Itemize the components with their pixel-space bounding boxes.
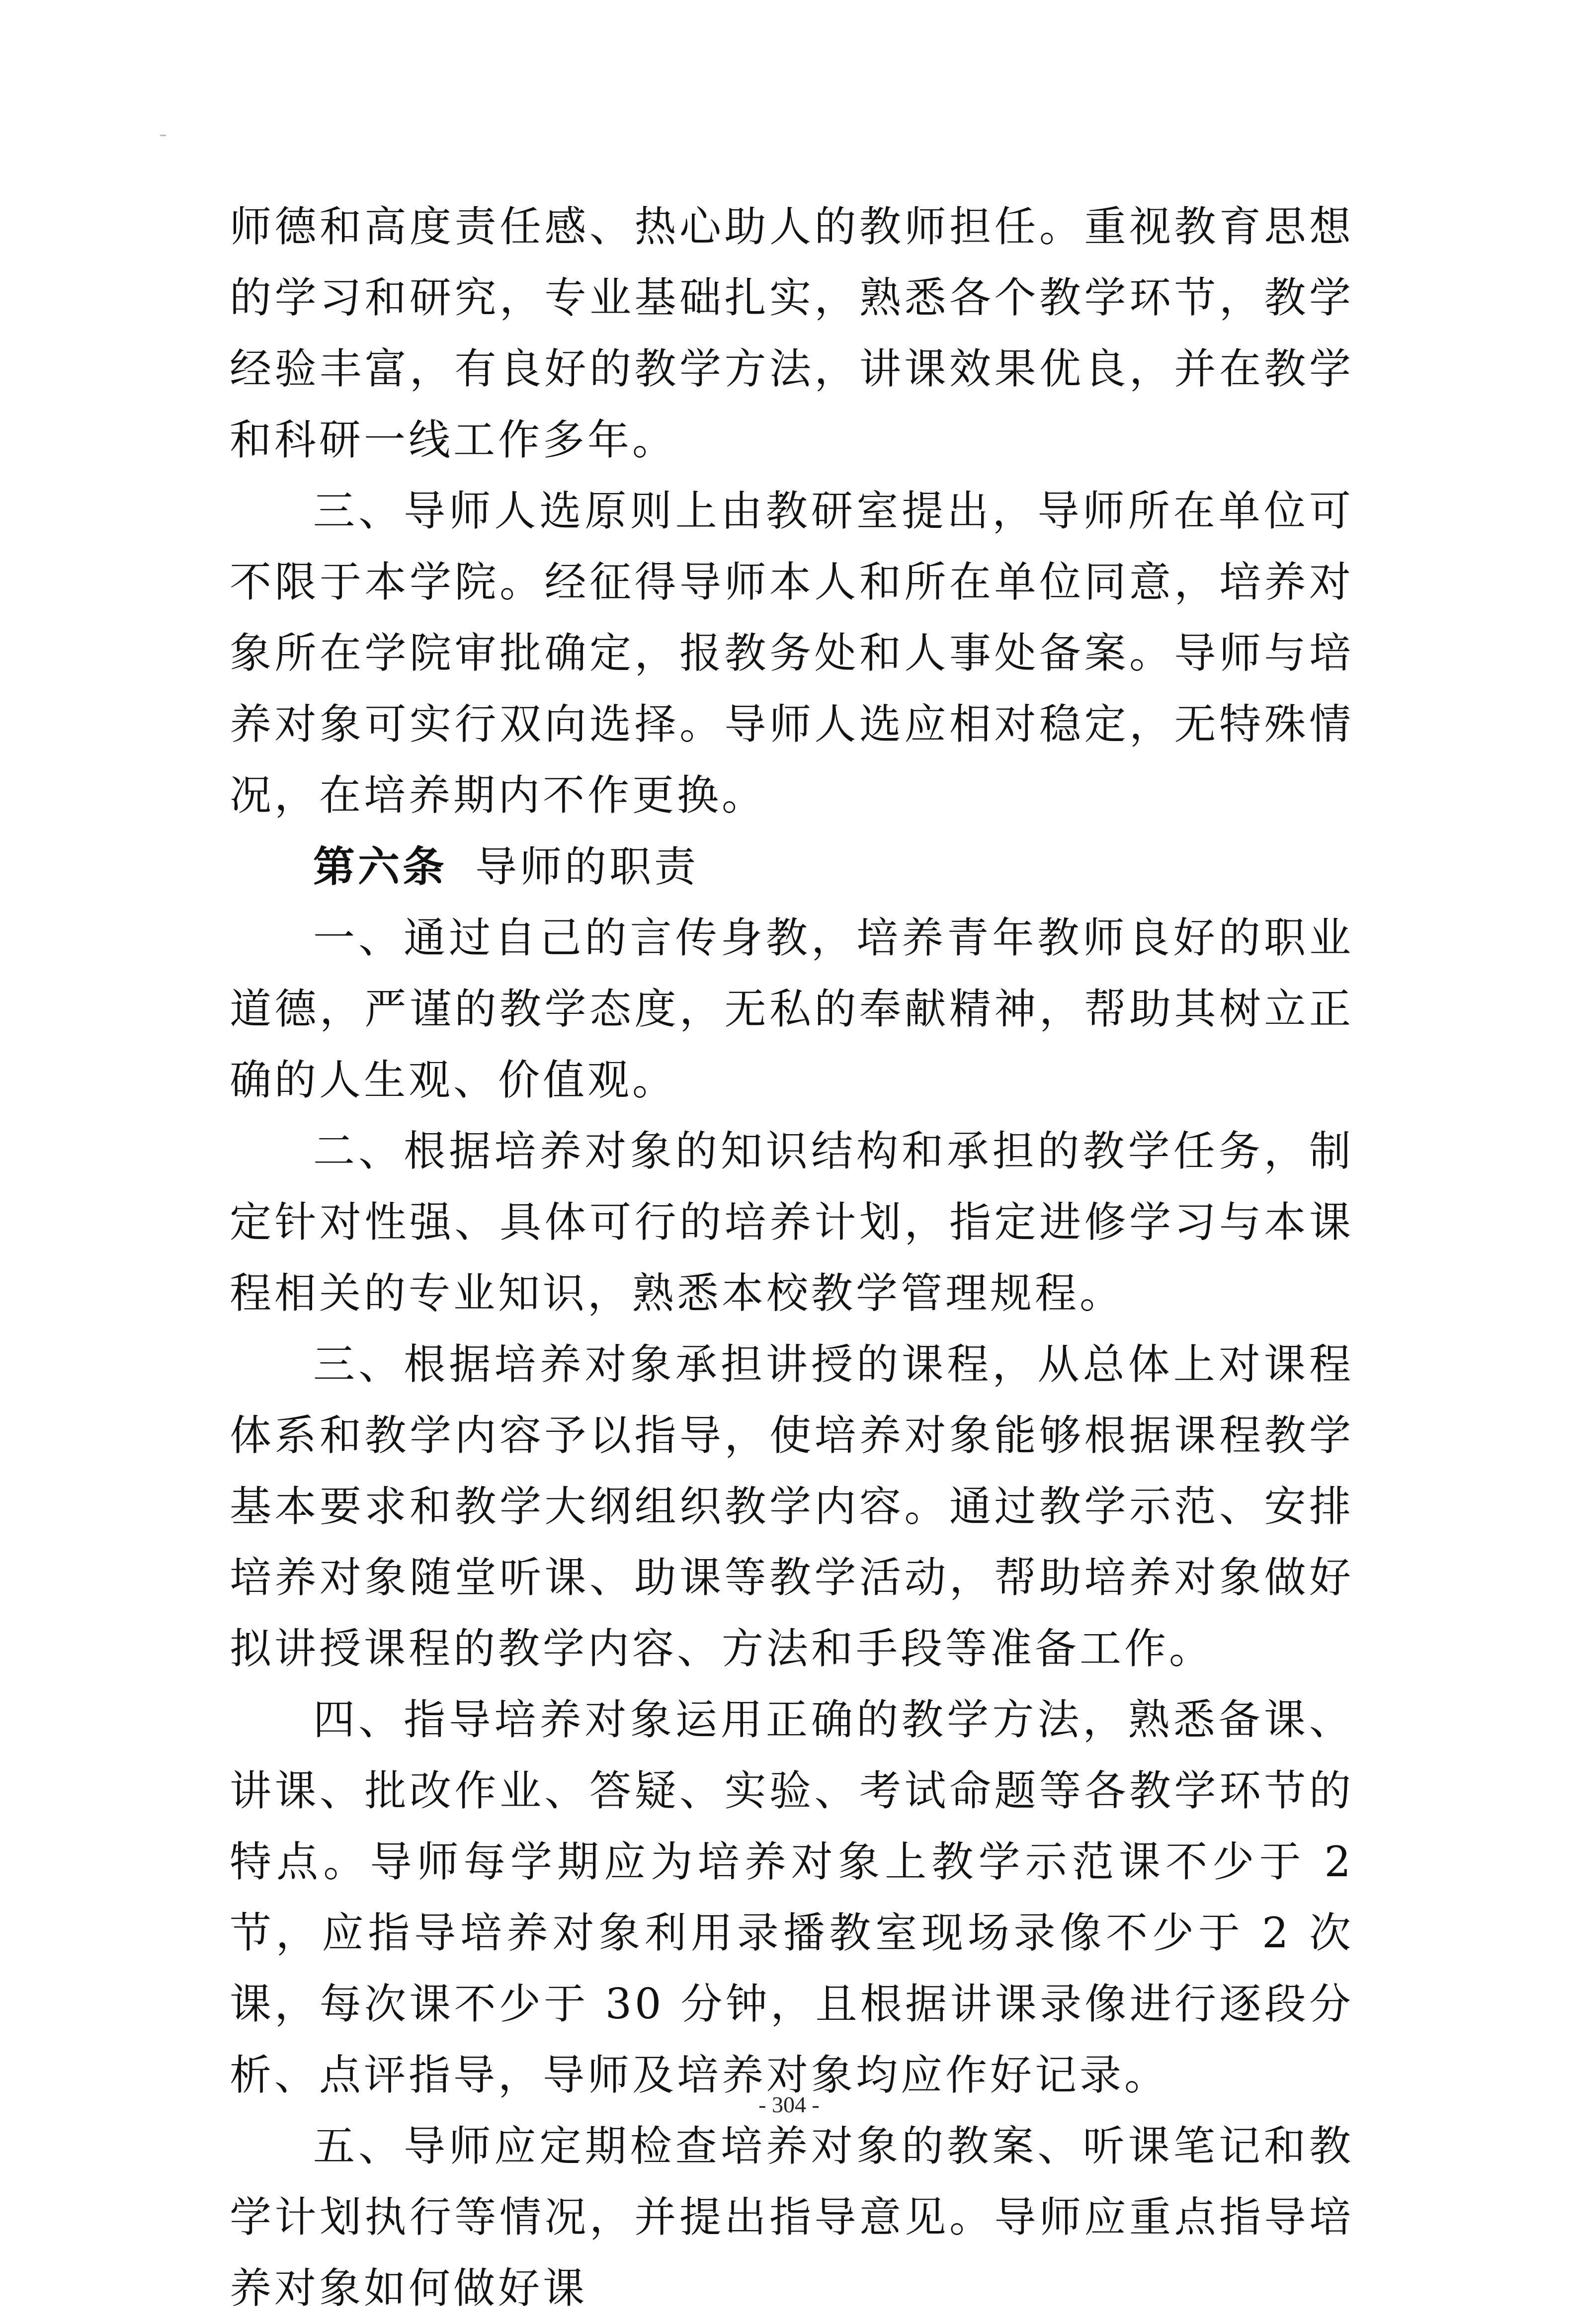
duty-item-4: 四、指导培养对象运用正确的教学方法，熟悉备课、讲课、批改作业、答疑、实验、考试命题等各教学环节的特点。导师每学期应为培养对象上教学示范课不少于 2 节，应指导培养对象利用录播教室现场录像不少于 2 次课，每次课不少于 30 分钟，且根据讲课录像进行逐段分析、点评指导，导师及培养对象均应作好记录。 bbox=[230, 1695, 1354, 2099]
document-body bbox=[230, 191, 1354, 2324]
duty-item-3: 三、根据培养对象承担讲授的课程，从总体上对课程体系和教学内容予以指导，使培养对象能够根据课程教学基本要求和教学大纲组织教学内容。通过教学示范、安排培养对象随堂听课、助课等教学活动，帮助培养对象做好拟讲授课程的教学内容、方法和手段等准备工作。 bbox=[230, 1340, 1354, 1673]
article-heading bbox=[230, 831, 1354, 903]
paragraph-mentor-selection: 三、导师人选原则上由教研室提出，导师所在单位可不限于本学院。经征得导师本人和所在单位同意，培养对象所在学院审批确定，报教务处和人事处备案。导师与培养对象可实行双向选择。导师人选应相对稳定，无特殊情况，在培养期内不作更换。 bbox=[230, 487, 1354, 820]
article-title: 导师的职责 bbox=[475, 842, 699, 891]
duty-item-5: 五、导师应定期检查培养对象的教案、听课笔记和教学计划执行等情况，并提出指导意见。导师应重点指导培养对象如何做好课 bbox=[230, 2122, 1354, 2313]
paragraph-continuation: 师德和高度责任感、热心助人的教师担任。重视教育思想的学习和研究，专业基础扎实，熟悉各个教学环节，教学经验丰富，有良好的教学方法，讲课效果优良，并在教学和科研一线工作多年。 bbox=[230, 202, 1354, 464]
article-label: 第六条 bbox=[313, 842, 448, 891]
duty-item-2: 二、根据培养对象的知识结构和承担的教学任务，制定针对性强、具体可行的培养计划，指定进修学习与本课程相关的专业知识，熟悉本校教学管理规程。 bbox=[230, 1127, 1354, 1318]
duty-item-1: 一、通过自己的言传身教，培养青年教师良好的职业道德，严谨的教学态度，无私的奉献精神，帮助其树立正确的人生观、价值观。 bbox=[230, 913, 1354, 1104]
scan-artifact bbox=[160, 135, 166, 136]
page-number: - 304 - bbox=[758, 2092, 820, 2117]
